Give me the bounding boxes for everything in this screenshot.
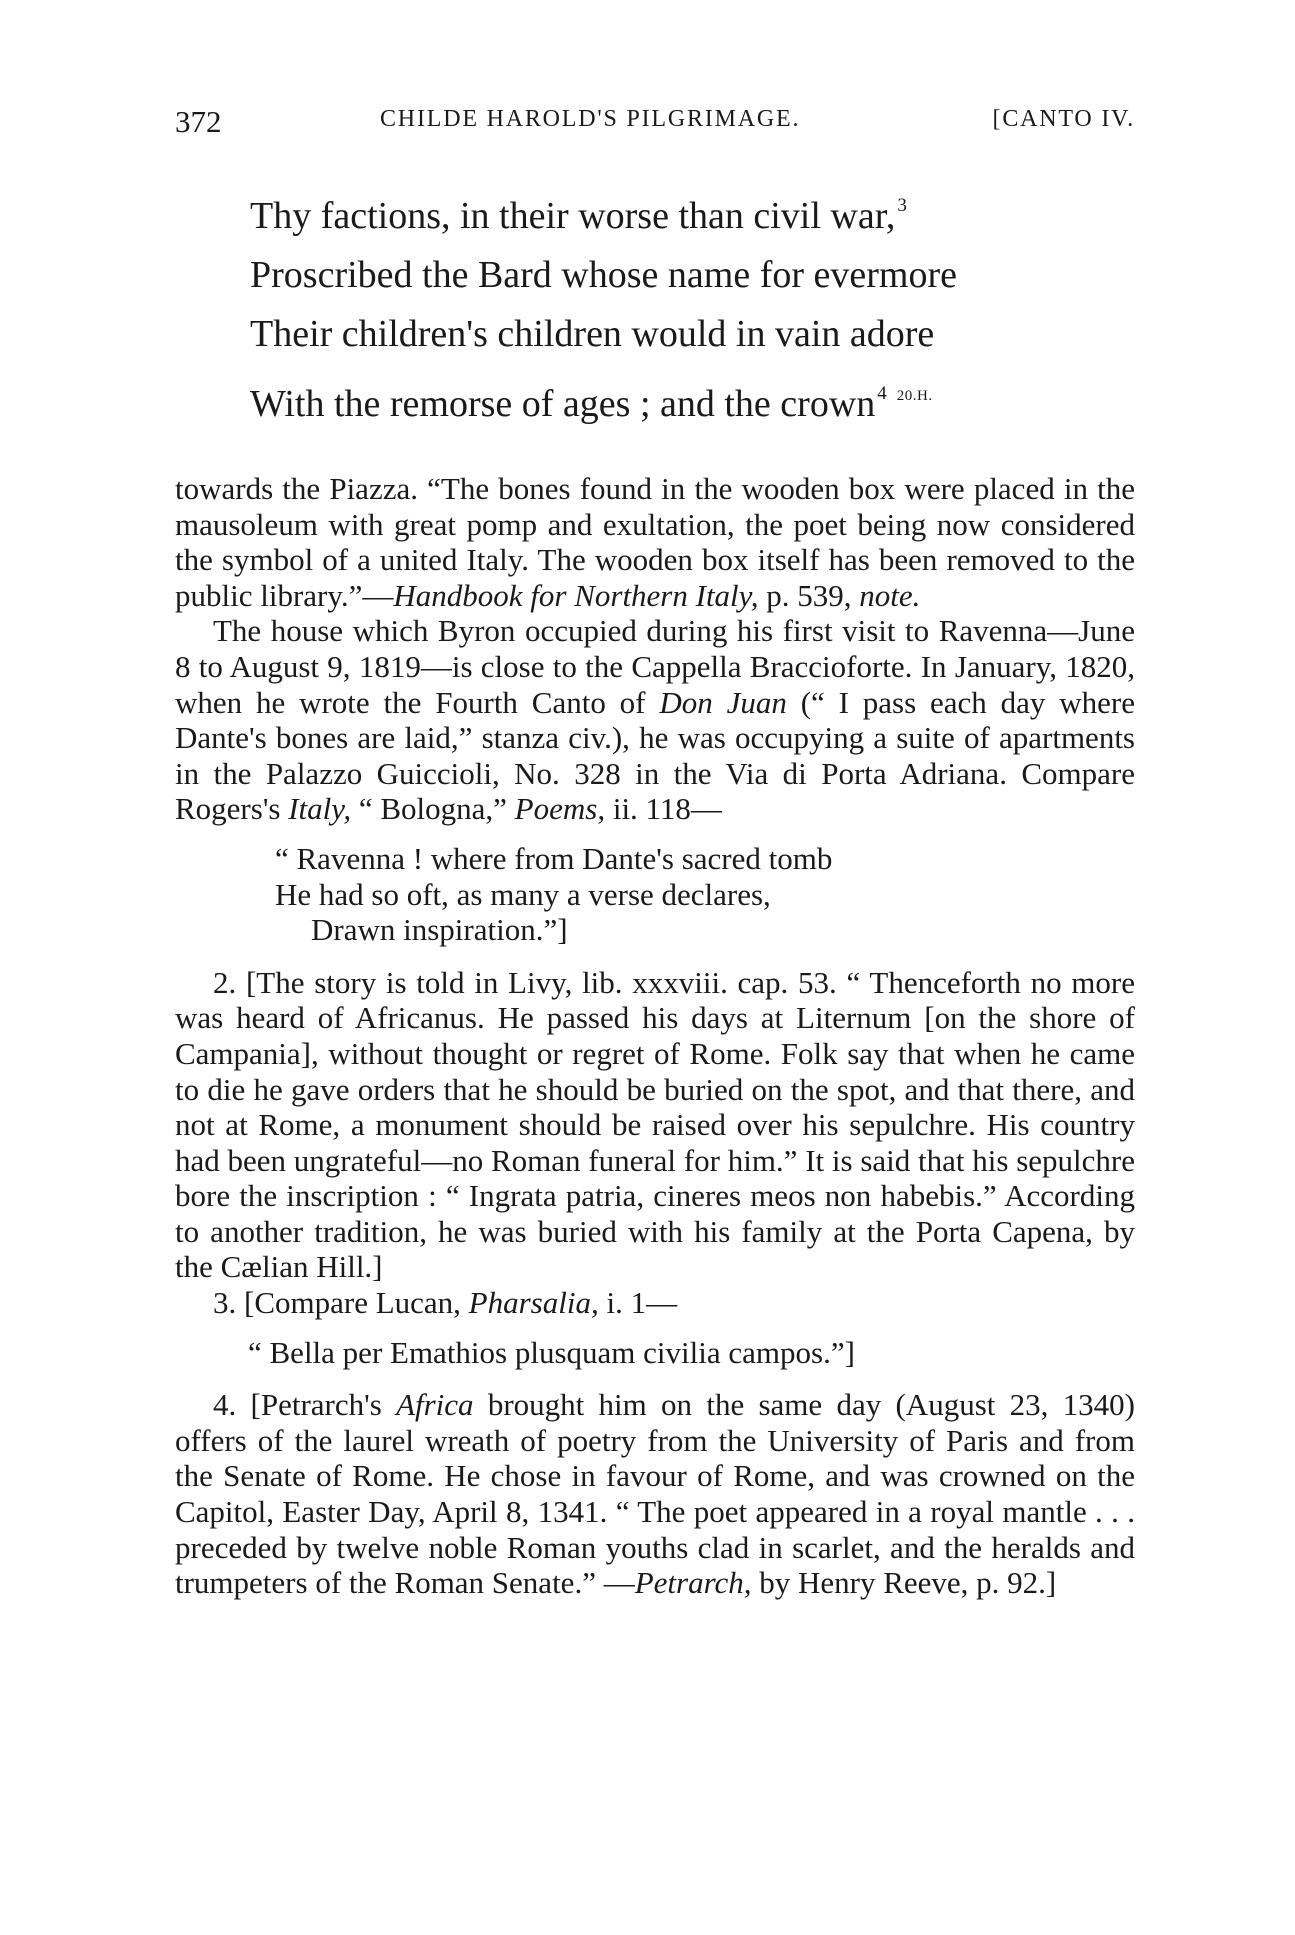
footnote-3: 3. [Compare Lucan, Pharsalia, i. 1—	[213, 1285, 678, 1321]
quote-line: “ Ravenna ! where from Dante's sacred tomb	[275, 840, 833, 876]
note-paragraph: The house which Byron occupied during his first visit to Ravenna—June 8 to August 9, 1819—is close to the Cappella Braccioforte. In January, 1820, when he wrote the Fourth Canto of Don Juan (“ I pass each day where Dante's bones are laid,” stanza civ.), he was occupying a suite of apartments in the Palazzo Guiccioli, No. 328 in the Via di Porta Adriana. Compare Rogers's Italy, “ Bologna,” Poems, ii. 118—	[175, 613, 1135, 827]
note-paragraph: towards the Piazza. “The bones found in the wooden box were placed in the mausoleum with great pomp and exultation, the poet being now considered the symbol of a united Italy. The wooden box itself has been removed to the public library.”—Handbook for Northern Italy, p. 539, note.	[175, 471, 1135, 613]
verse-line: Thy factions, in their worse than civil war, $^3$	[250, 195, 907, 237]
page-number: 372	[175, 104, 222, 139]
footnote-2: 2. [The story is told in Livy, lib. xxxviii. cap. 53. “ Thenceforth no more was heard of Africanus. He passed his days at Liternum [on the shore of Campania], without thought or regret of Rome. Folk say that when he came to die he gave orders that he should be buried on the spot, and that there, and not at Rome, a monument should be raised over his sepulchre. His country had been ungrateful—no Roman funeral for him.” It is said that his sepulchre bore the inscription : “ Ingrata patria, cineres meos non habebis.” According to another tradition, he was buried with his family at the Porta Capena, by the Cælian Hill.]	[175, 964, 1135, 1285]
footnote-4: 4. [Petrarch's Africa brought him on the same day (August 23, 1340) offers of the laurel wreath of poetry from the University of Paris and from the Senate of Rome. He chose in favour of Rome, and was crowned on the Capitol, Easter Day, April 8, 1341. “ The poet appeared in a royal mantle . . . preceded by twelve noble Roman youths clad in scarlet, and the heralds and trumpeters of the Roman Senate.” —Petrarch, by Henry Reeve, p. 92.]	[175, 1387, 1135, 1601]
verse-line: Proscribed the Bard whose name for evermore	[250, 254, 957, 296]
verse-stanza	[250, 176, 1150, 434]
footnote-ref: 3	[897, 195, 907, 216]
canto-label: [CANTO IV.	[992, 106, 1135, 132]
stanza-reference: 20.H.	[896, 388, 933, 404]
block-quote: “ Bella per Emathios plusquam civilia campos.”]	[248, 1334, 855, 1370]
verse-line: With the remorse of ages ; and the crown $^4$ $^{20.H.}$	[250, 383, 933, 425]
footnote-ref: 4	[877, 383, 887, 404]
quote-line: Drawn inspiration.”]	[311, 912, 568, 948]
quote-line: He had so oft, as many a verse declares,	[275, 876, 771, 912]
footnotes	[175, 471, 1135, 1601]
running-header	[175, 104, 1135, 144]
block-quote	[175, 841, 1135, 948]
running-title: CHILDE HAROLD'S PILGRIMAGE.	[380, 106, 801, 132]
verse-line: Their children's children would in vain adore	[250, 313, 935, 355]
